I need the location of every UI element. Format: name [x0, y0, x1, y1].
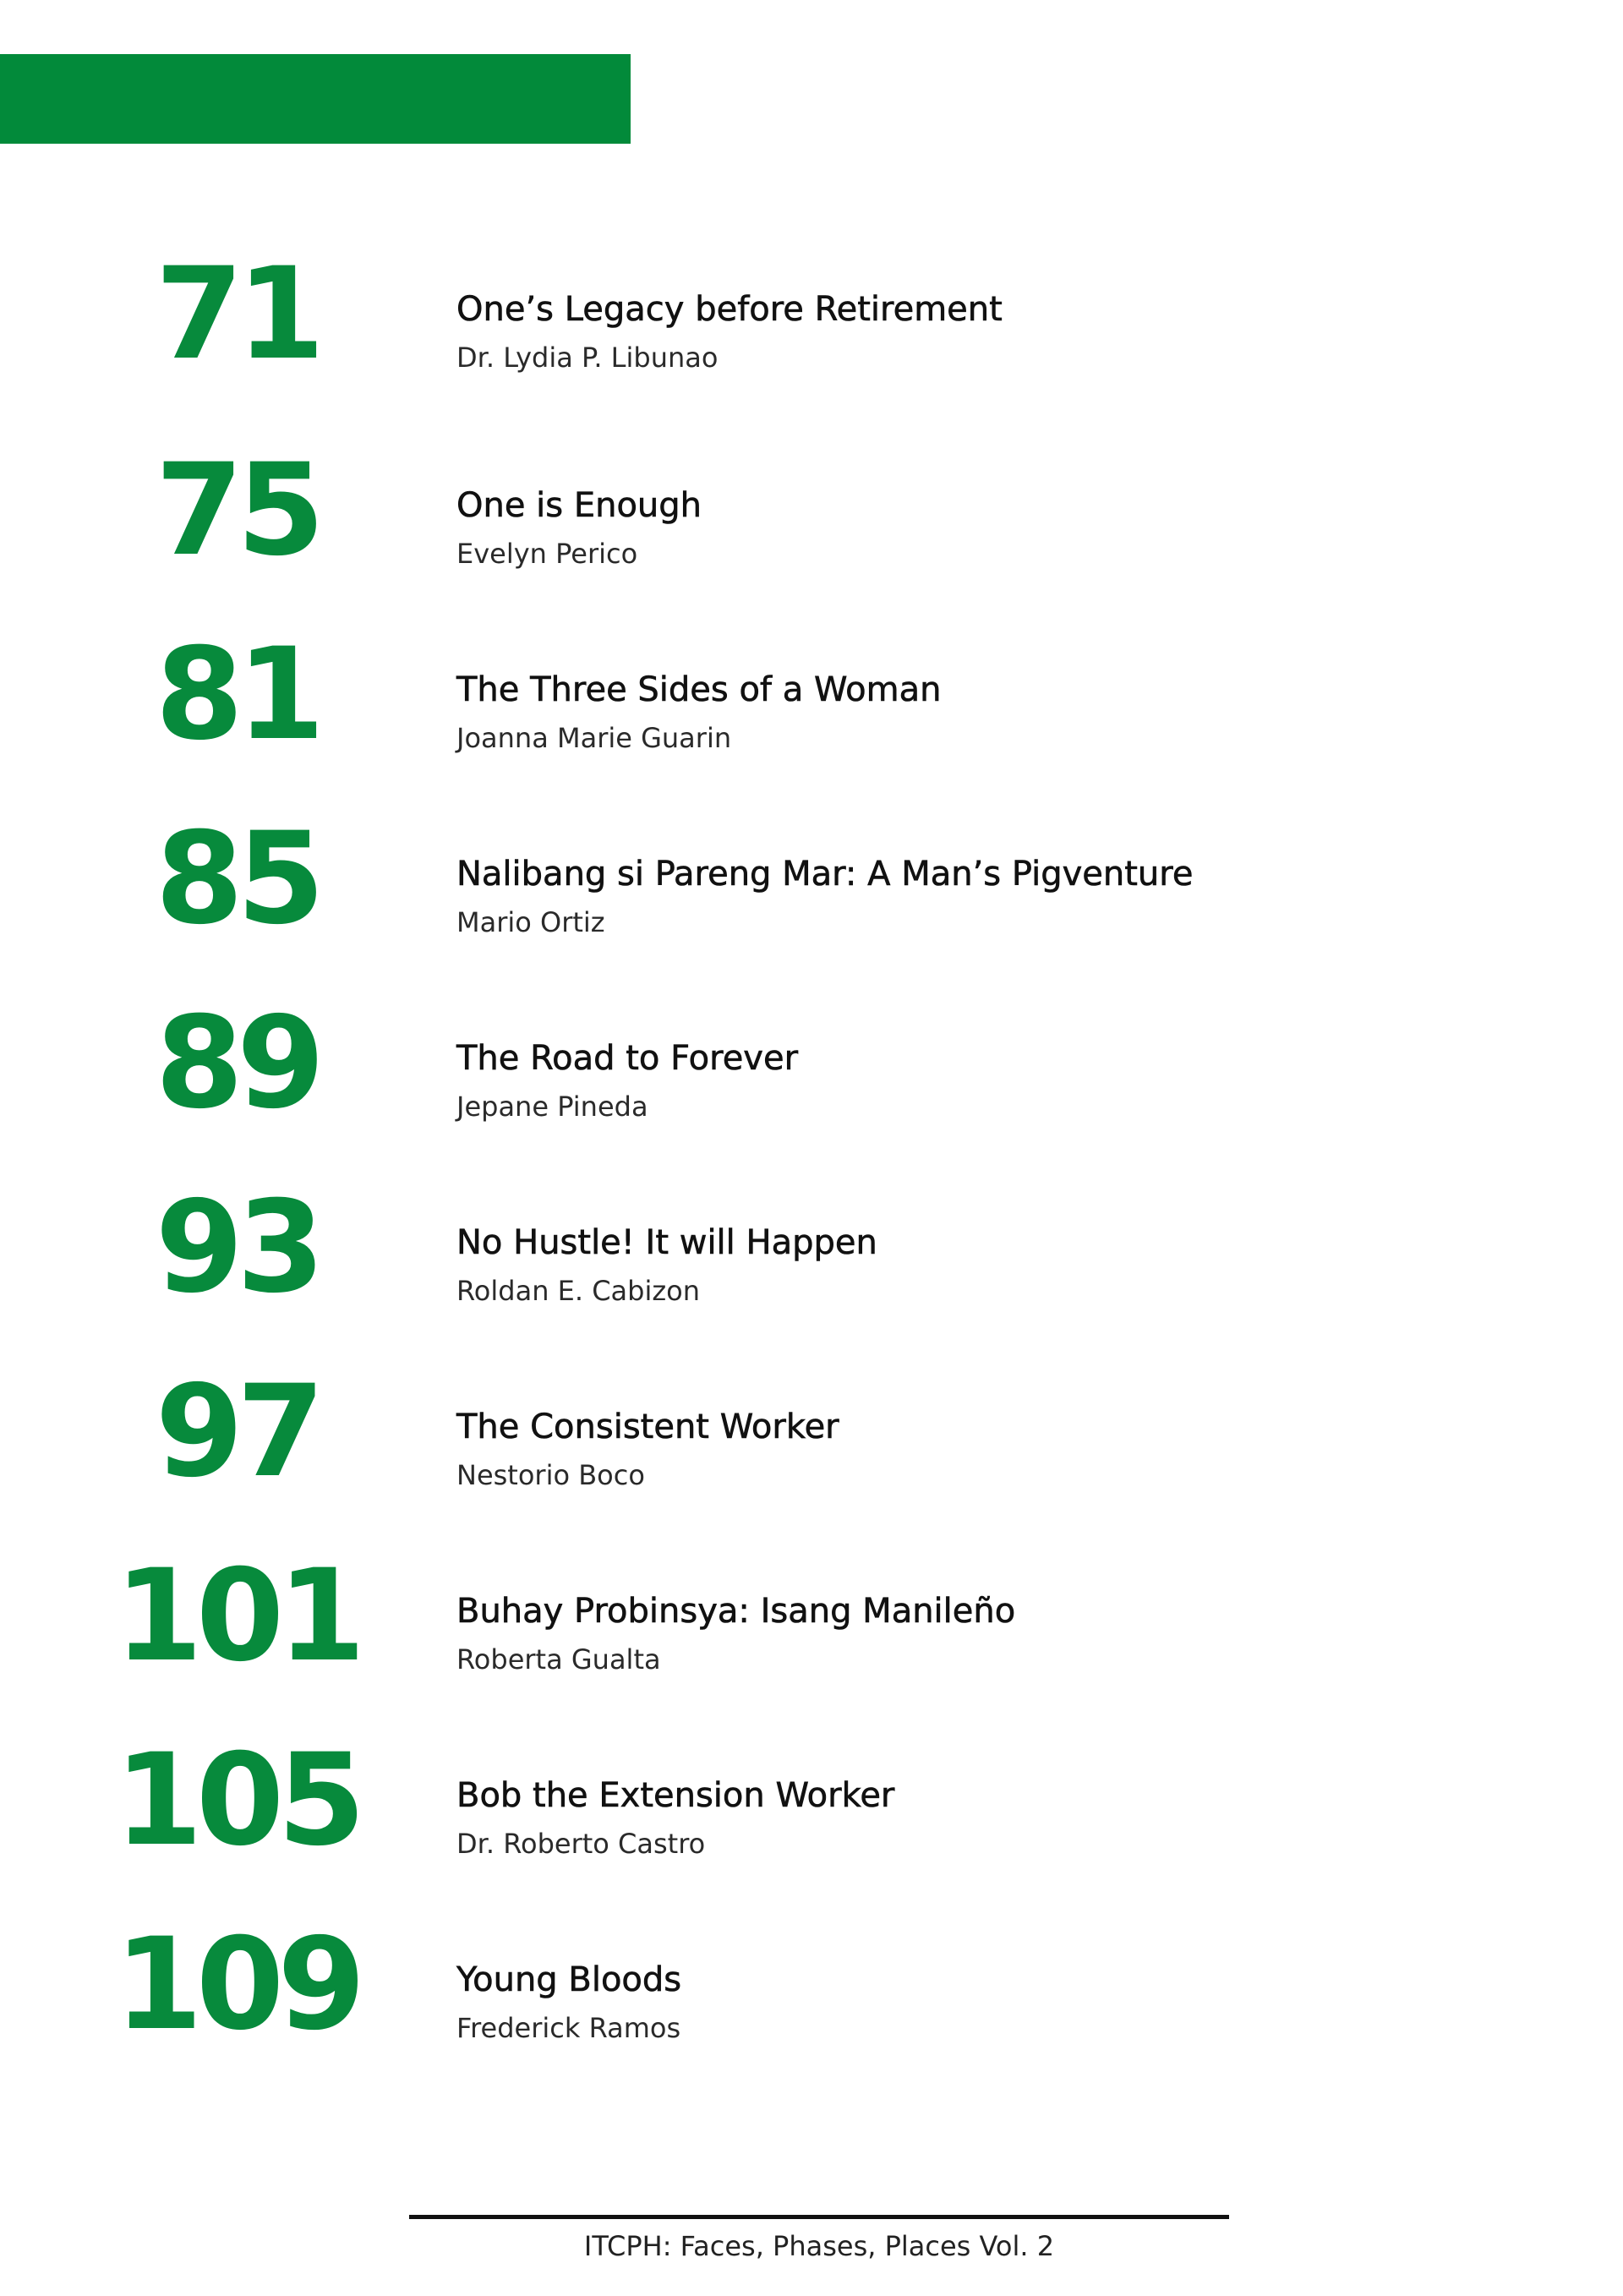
entry-author: Roldan E. Cabizon	[456, 1275, 701, 1307]
page-number: 97	[155, 1358, 319, 1506]
entry-author: Jepane Pineda	[456, 1091, 648, 1123]
entry-author: Evelyn Perico	[456, 538, 638, 570]
entry-title[interactable]: One’s Legacy before Retirement	[456, 290, 1003, 329]
toc-entry[interactable]	[0, 1911, 1623, 2086]
entry-text	[456, 1407, 1555, 1491]
entry-title[interactable]: One is Enough	[456, 486, 702, 525]
entry-author: Mario Ortiz	[456, 906, 605, 938]
entry-author: Joanna Marie Guarin	[456, 722, 732, 754]
page-number: 105	[114, 1727, 359, 1874]
toc-entry[interactable]	[0, 1174, 1623, 1349]
entry-title[interactable]: Buhay Probinsya: Isang Manileño	[456, 1592, 1016, 1631]
toc-entry[interactable]	[0, 1543, 1623, 1718]
entry-title[interactable]: The Road to Forever	[456, 1039, 799, 1078]
entry-text	[456, 485, 1555, 570]
entry-text	[456, 1775, 1555, 1860]
toc-entry[interactable]	[0, 621, 1623, 796]
entry-author: Roberta Gualta	[456, 1643, 661, 1676]
toc-entry[interactable]	[0, 1727, 1623, 1902]
entry-text	[456, 1591, 1555, 1676]
entry-title[interactable]: Young Bloods	[456, 1960, 682, 1999]
toc-entry[interactable]	[0, 241, 1623, 416]
footer-divider	[409, 2215, 1229, 2219]
page-number: 101	[114, 1543, 359, 1690]
toc-entry[interactable]	[0, 990, 1623, 1165]
entry-title[interactable]: Bob the Extension Worker	[456, 1776, 895, 1815]
entry-text	[456, 1222, 1555, 1307]
entry-author: Dr. Roberto Castro	[456, 1828, 706, 1860]
entry-text	[456, 1960, 1555, 2044]
entry-text	[456, 289, 1555, 374]
page-number: 89	[155, 990, 319, 1137]
toc-entry[interactable]	[0, 437, 1623, 612]
toc-entry[interactable]	[0, 806, 1623, 981]
entry-author: Frederick Ramos	[456, 2012, 681, 2044]
header-accent-bar	[0, 54, 631, 144]
entry-text	[456, 854, 1555, 938]
entry-title[interactable]: The Consistent Worker	[456, 1408, 839, 1446]
page-number: 109	[114, 1911, 359, 2058]
page-number: 93	[155, 1174, 319, 1321]
toc-entry[interactable]	[0, 1358, 1623, 1533]
footer-publication-title: ITCPH: Faces, Phases, Places Vol. 2	[583, 2230, 1055, 2262]
page-number: 71	[155, 241, 319, 388]
entry-text	[456, 670, 1555, 754]
entry-text	[456, 1038, 1555, 1123]
entry-title[interactable]: The Three Sides of a Woman	[456, 670, 942, 709]
page-number: 81	[155, 621, 319, 768]
entry-title[interactable]: No Hustle! It will Happen	[456, 1223, 877, 1262]
page-number: 85	[155, 806, 319, 953]
page-number: 75	[155, 437, 319, 584]
entry-author: Nestorio Boco	[456, 1459, 645, 1491]
entry-title[interactable]: Nalibang si Pareng Mar: A Man’s Pigventure	[456, 855, 1194, 894]
entry-author: Dr. Lydia P. Libunao	[456, 342, 719, 374]
